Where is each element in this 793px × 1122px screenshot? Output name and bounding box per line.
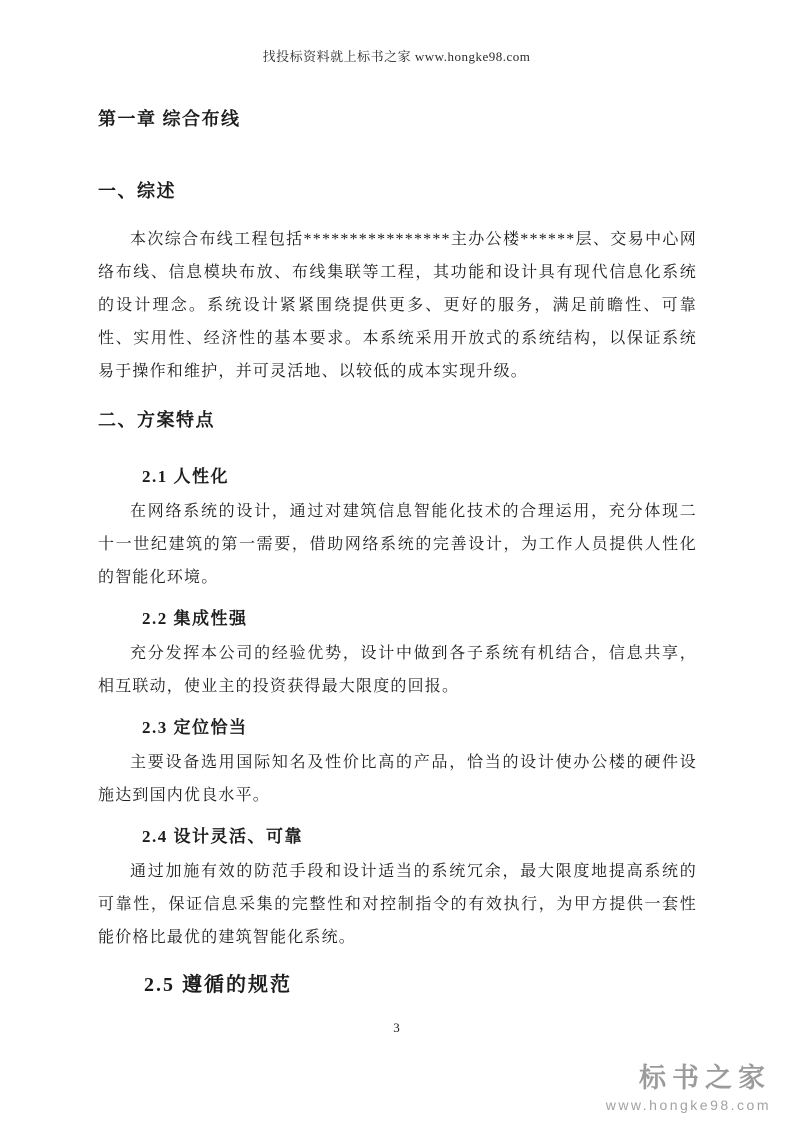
page-number: 3 [393,1020,400,1035]
watermark-logo: 标书之家 [639,1063,771,1093]
section-heading-overview: 一、综述 [98,181,176,201]
header-text: 找投标资料就上标书之家 www.hongke98.com [262,49,531,64]
watermark [606,1056,771,1113]
subsection-heading-2-1: 2.1 人性化 [142,467,229,486]
subsection-heading-2-3: 2.3 定位恰当 [142,718,248,737]
subsection-heading-2-2: 2.2 集成性强 [142,609,248,628]
chapter-title: 第一章 综合布线 [98,109,241,129]
subsection-paragraph-2-3: 主要设备选用国际知名及性价比高的产品，恰当的设计使办公楼的硬件设施达到国内优良水平。 [98,754,697,804]
subsection-heading-2-4: 2.4 设计灵活、可靠 [142,827,303,846]
page-content [98,105,697,997]
subsection-paragraph-2-2: 充分发挥本公司的经验优势，设计中做到各子系统有机结合，信息共享，相互联动，使业主的投资获得最大限度的回报。 [98,645,697,695]
watermark-url: www.hongke98.com [605,1097,771,1113]
section-heading-features: 二、方案特点 [98,410,215,430]
overview-paragraph: 本次综合布线工程包括****************主办公楼******层、交易中心网络布线、信息模块布放、布线集联等工程，其功能和设计具有现代信息化系统的设计理念。系统设计紧紧围绕提供更多、更好的服务，满足前瞻性、可靠性、实用性、经济性的基本要求。本系统采用开放式的系统结构，以保证系统易于操作和维护，并可灵活地、以较低的成本实现升级。 [98,231,697,380]
page-header [0,0,793,65]
subsection-paragraph-2-1: 在网络系统的设计，通过对建筑信息智能化技术的合理运用，充分体现二十一世纪建筑的第一需要，借助网络系统的完善设计，为工作人员提供人性化的智能化环境。 [98,503,697,586]
subsection-paragraph-2-4: 通过加施有效的防范手段和设计适当的系统冗余，最大限度地提高系统的可靠性，保证信息采集的完整性和对控制指令的有效执行，为甲方提供一套性能价格比最优的建筑智能化系统。 [98,863,697,946]
subsection-heading-2-5: 2.5 遵循的规范 [144,974,292,996]
